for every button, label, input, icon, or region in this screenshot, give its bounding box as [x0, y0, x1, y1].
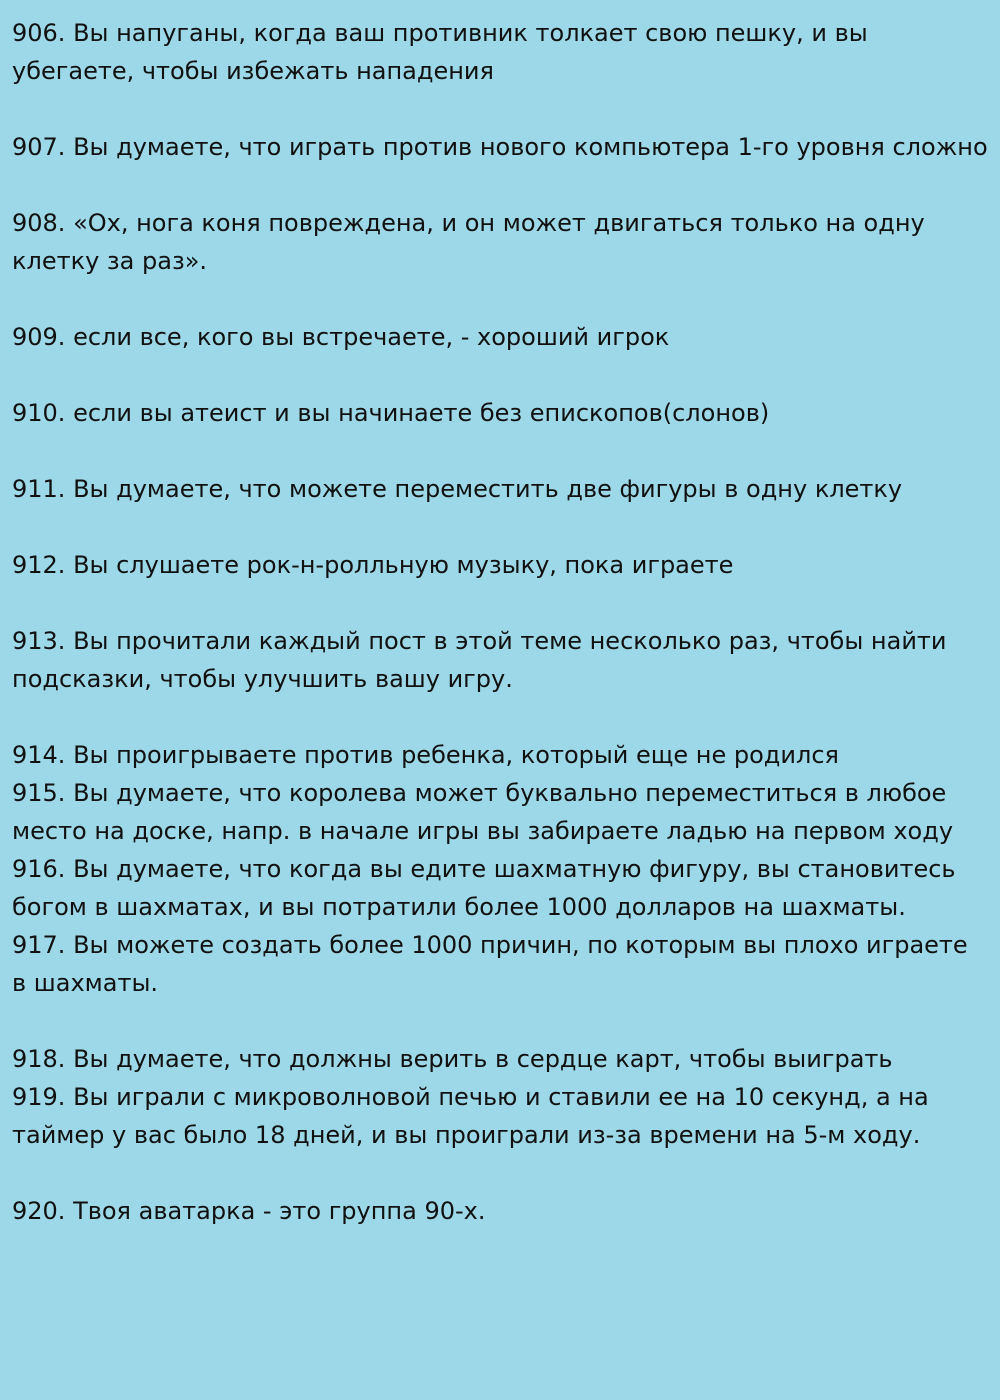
list-item-919: 919. Вы играли с микроволновой печью и ставили ее на 10 секунд, а на таймер у вас было 18 дней, и вы проиграли из-за времени на 5-м ходу. — [12, 1083, 929, 1149]
spacer — [12, 280, 988, 318]
list-item-906: 906. Вы напуганы, когда ваш противник толкает свою пешку, и вы убегаете, чтобы избежать нападения — [12, 19, 868, 85]
list-item-917: 917. Вы можете создать более 1000 причин, по которым вы плохо играете в шахматы. — [12, 931, 968, 997]
spacer — [12, 166, 988, 204]
list-item-909: 909. если все, кого вы встречаете, - хороший игрок — [12, 323, 670, 351]
list-item-912: 912. Вы слушаете рок-н-ролльную музыку, пока играете — [12, 551, 734, 579]
spacer — [12, 90, 988, 128]
spacer — [12, 508, 988, 546]
spacer — [12, 432, 988, 470]
list-item-914: 914. Вы проигрываете против ребенка, который еще не родился — [12, 741, 839, 769]
list-item-920: 920. Твоя аватарка - это группа 90-х. — [12, 1197, 486, 1225]
spacer — [12, 1154, 988, 1192]
spacer — [12, 584, 988, 622]
list-item-908: 908. «Ох, нога коня повреждена, и он может двигаться только на одну клетку за раз». — [12, 209, 925, 275]
list-item-910: 910. если вы атеист и вы начинаете без епископов(слонов) — [12, 399, 770, 427]
spacer — [12, 356, 988, 394]
list-item-915: 915. Вы думаете, что королева может буквально переместиться в любое место на доске, напр. в начале игры вы забираете ладью на первом ходу — [12, 779, 954, 845]
spacer — [12, 1002, 988, 1040]
spacer — [12, 698, 988, 736]
list-item-913: 913. Вы прочитали каждый пост в этой теме несколько раз, чтобы найти подсказки, чтобы улучшить вашу игру. — [12, 627, 947, 693]
list-item-918: 918. Вы думаете, что должны верить в сердце карт, чтобы выиграть — [12, 1045, 893, 1073]
list-item-916: 916. Вы думаете, что когда вы едите шахматную фигуру, вы становитесь богом в шахматах, и вы потратили более 1000 долларов на шахматы. — [12, 855, 956, 921]
list-item-907: 907. Вы думаете, что играть против нового компьютера 1-го уровня сложно — [12, 133, 988, 161]
list-item-911: 911. Вы думаете, что можете переместить две фигуры в одну клетку — [12, 475, 903, 503]
